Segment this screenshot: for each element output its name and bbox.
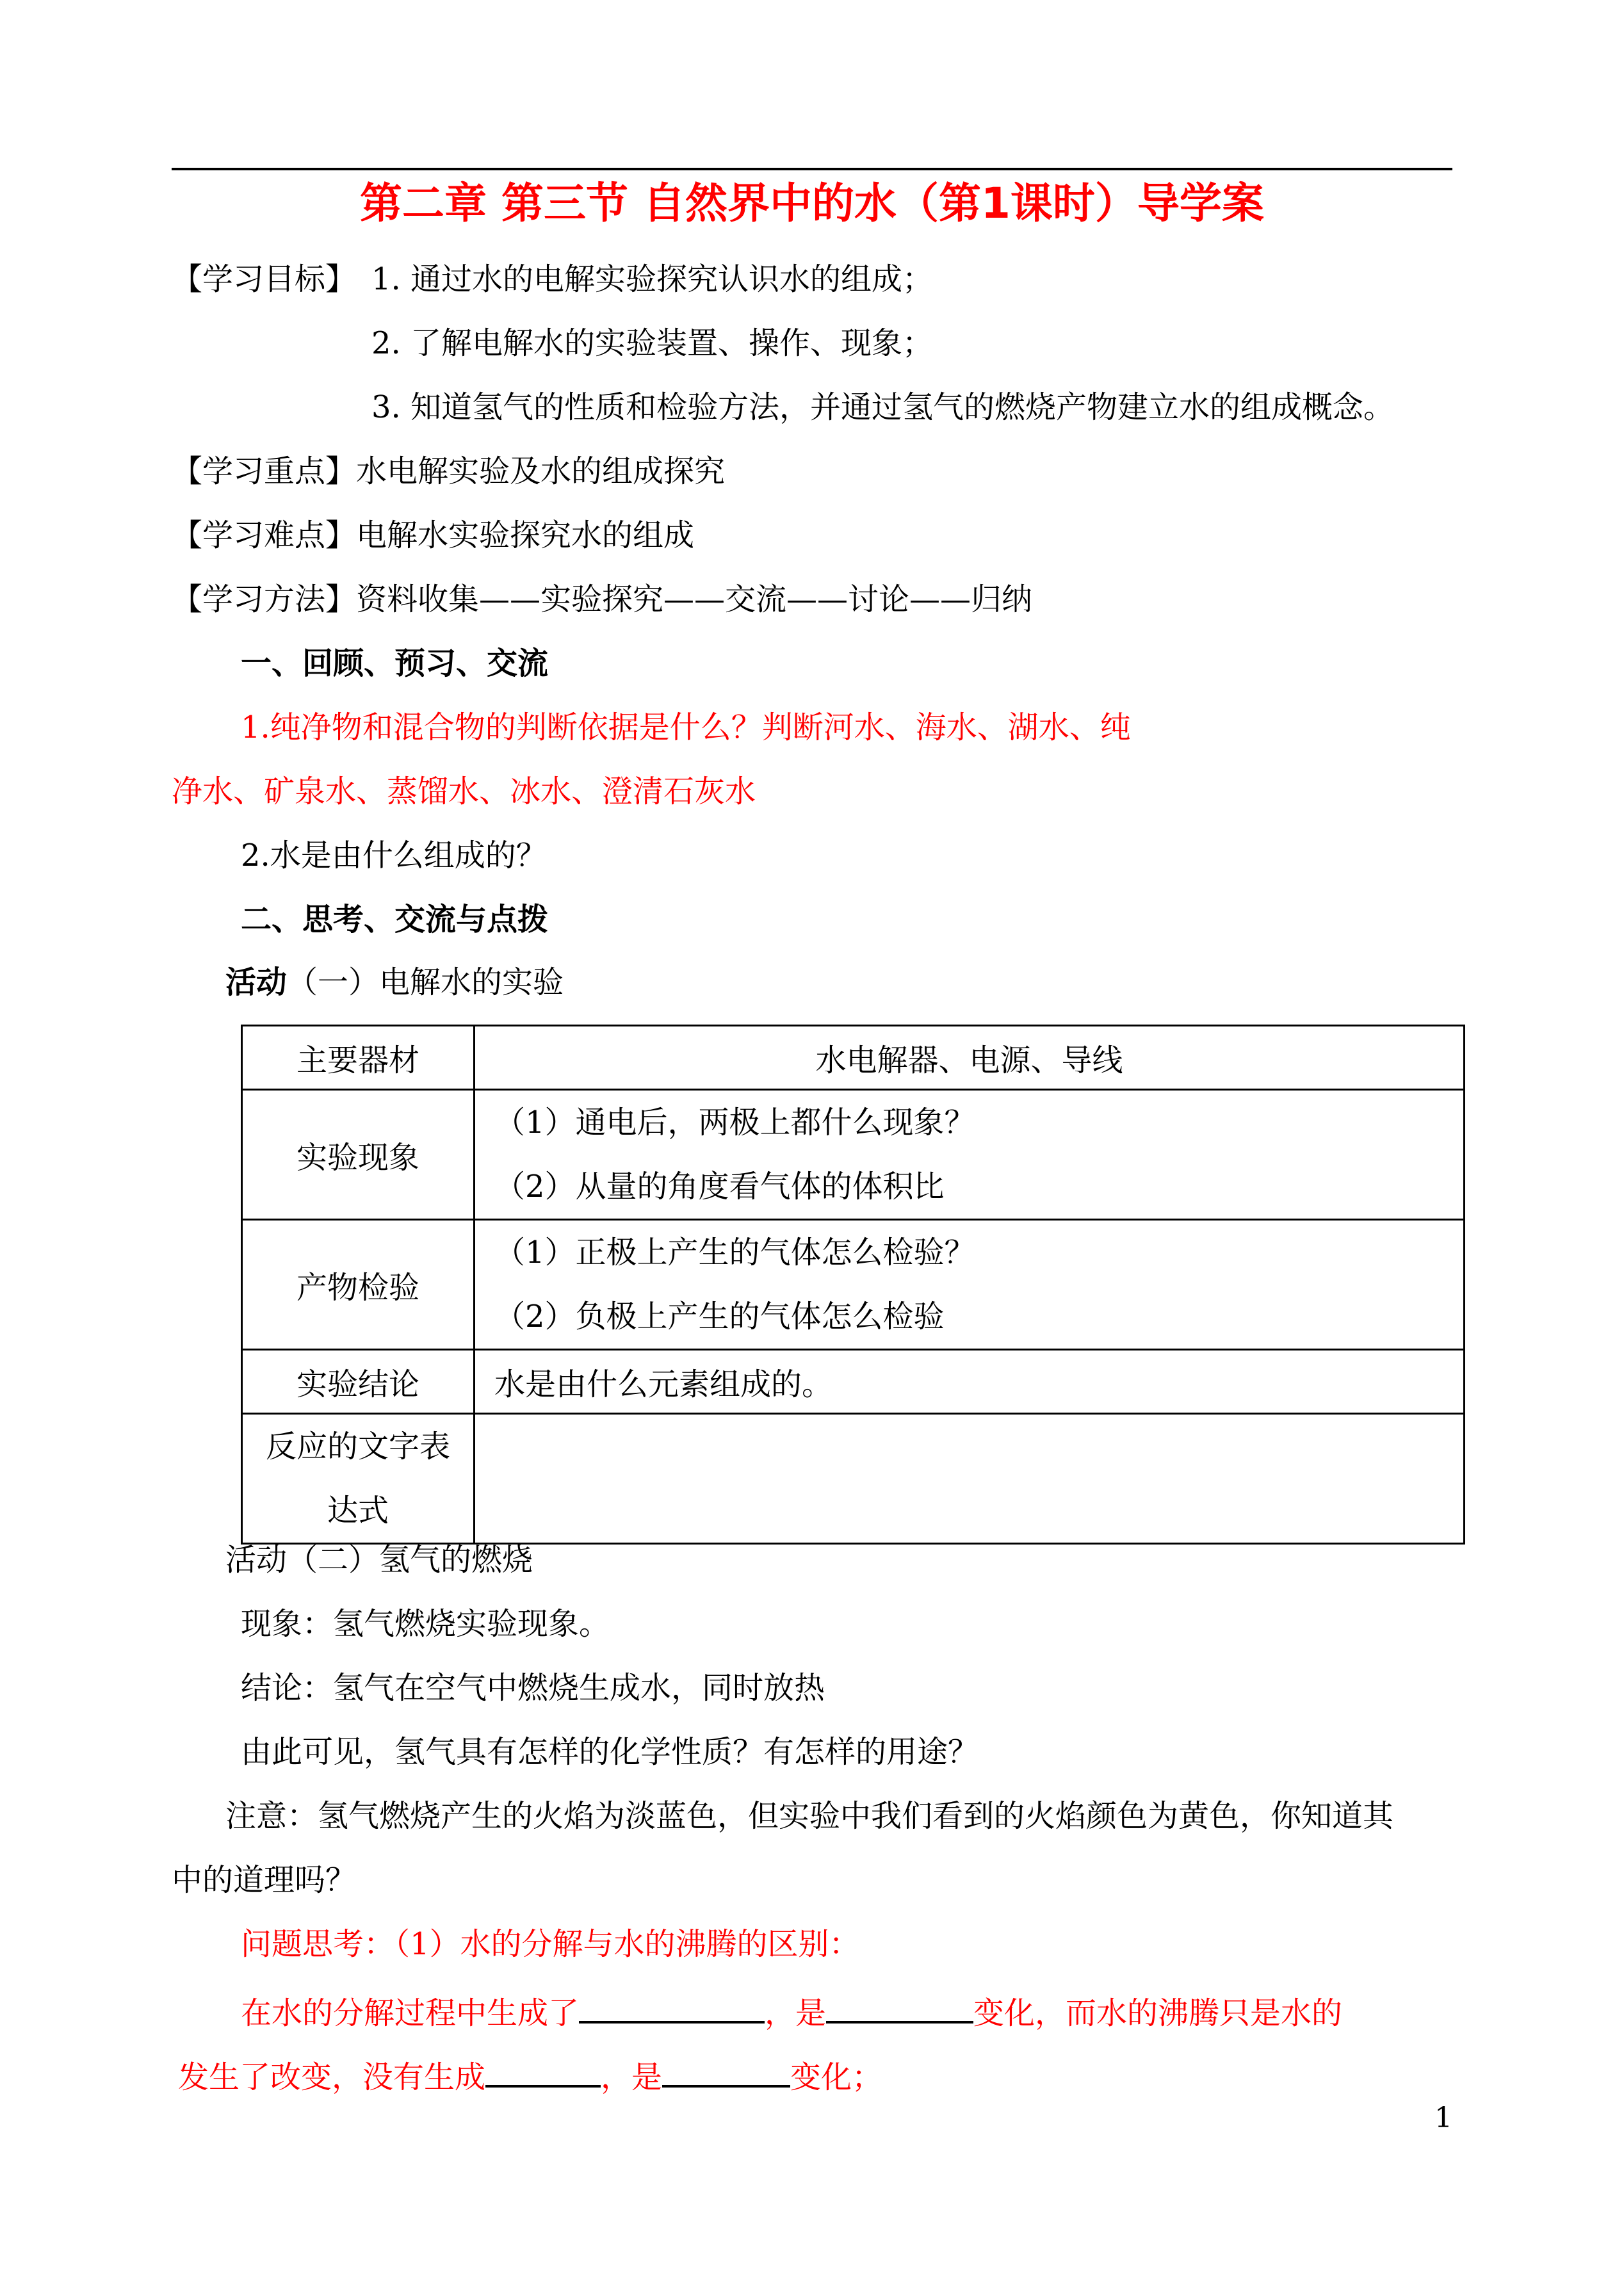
- table-value-phenomenon: [475, 1090, 1465, 1220]
- fill1-text-c: 变化，而水的沸腾只是水的: [973, 1995, 1343, 2031]
- objectives-label: 【学习目标】: [172, 261, 357, 297]
- table-row: [242, 1350, 1465, 1414]
- conclusion-text: 结论：氢气在空气中燃烧生成水，同时放热: [241, 1670, 825, 1706]
- activity1-label: 活动: [225, 964, 288, 1000]
- question1-line1: 1.纯净物和混合物的判断依据是什么？判断河水、海水、湖水、纯: [241, 710, 1131, 745]
- key-point: 【学习重点】水电解实验及水的组成探究: [172, 453, 726, 489]
- fill1-text-b: ，是: [765, 1995, 827, 2031]
- thinking-title: 问题思考：（1）水的分解与水的沸腾的区别：: [241, 1926, 860, 1962]
- question1-line2: 净水、矿泉水、蒸馏水、冰水、澄清石灰水: [172, 774, 756, 809]
- section1-heading: 一、回顾、预习、交流: [241, 645, 549, 681]
- table-label-equipment: 主要器材: [242, 1026, 475, 1090]
- table-row: [242, 1026, 1465, 1090]
- note-line-2: 中的道理吗？: [172, 1862, 357, 1898]
- fill2-text-b: ，是: [601, 2059, 663, 2095]
- question2: 2.水是由什么组成的？: [241, 838, 547, 873]
- answer-blank-3[interactable]: [485, 2057, 601, 2088]
- phenomenon-line-2: （2）从量的角度看气体的体积比: [494, 1169, 945, 1204]
- answer-blank-2[interactable]: [826, 1993, 973, 2023]
- objective-item-1: 1. 通过水的电解实验探究认识水的组成；: [371, 261, 934, 297]
- fill1-text-a: 在水的分解过程中生成了: [241, 1995, 580, 2031]
- equation-label-line-1: 反应的文字表: [265, 1429, 450, 1464]
- fill2-text-a: 发生了改变，没有生成: [178, 2059, 486, 2095]
- table-label-product-test: 产物检验: [242, 1220, 475, 1350]
- page-number: 1: [1434, 2102, 1452, 2134]
- fill2-text-c: 变化；: [790, 2059, 883, 2095]
- section2-heading: 二、思考、交流与点拨: [241, 902, 549, 937]
- fill-line-2: [178, 2057, 882, 2093]
- table-row: [242, 1220, 1465, 1350]
- table-value-equipment: 水电解器、电源、导线: [475, 1026, 1465, 1090]
- product-test-line-1: （1）正极上产生的气体怎么检验？: [494, 1235, 975, 1270]
- activity2-title: 活动（二）氢气的燃烧: [225, 1542, 533, 1578]
- table-label-conclusion: 实验结论: [242, 1350, 475, 1414]
- answer-blank-1[interactable]: [579, 1993, 765, 2023]
- activity1-title: [225, 964, 564, 1000]
- table-row: [242, 1414, 1465, 1544]
- table-value-conclusion: 水是由什么元素组成的。: [475, 1350, 1465, 1414]
- fill-line-1: [241, 1993, 1342, 2029]
- objective-item-2: 2. 了解电解水的实验装置、操作、现象；: [371, 325, 934, 361]
- experiment-table: [241, 1025, 1465, 1545]
- table-label-equation: [242, 1414, 475, 1544]
- phenomenon-line-1: （1）通电后，两极上都什么现象？: [494, 1105, 975, 1140]
- header-rule: [172, 168, 1452, 170]
- answer-blank-4[interactable]: [662, 2057, 790, 2088]
- note-line-1: 注意：氢气燃烧产生的火焰为淡蓝色，但实验中我们看到的火焰颜色为黄色，你知道其: [225, 1798, 1394, 1834]
- table-value-product-test: [475, 1220, 1465, 1350]
- objective-item-3: 3. 知道氢气的性质和检验方法，并通过氢气的燃烧产物建立水的组成概念。: [371, 389, 1395, 425]
- product-test-line-2: （2）负极上产生的气体怎么检验: [494, 1299, 945, 1334]
- activity1-text: （一）电解水的实验: [287, 964, 564, 1000]
- table-row: [242, 1090, 1465, 1220]
- equation-label-line-2: 达式: [327, 1493, 389, 1529]
- phenomenon-text: 现象：氢气燃烧实验现象。: [241, 1606, 610, 1642]
- table-value-equation: [475, 1414, 1465, 1544]
- method: 【学习方法】资料收集——实验探究——交流——讨论——归纳: [172, 581, 1033, 617]
- page-title: 第二章 第三节 自然界中的水（第1课时）导学案: [360, 179, 1264, 228]
- difficulty: 【学习难点】电解水实验探究水的组成: [172, 517, 695, 553]
- property-question: 由此可见，氢气具有怎样的化学性质？有怎样的用途？: [241, 1734, 979, 1770]
- table-label-phenomenon: 实验现象: [242, 1090, 475, 1220]
